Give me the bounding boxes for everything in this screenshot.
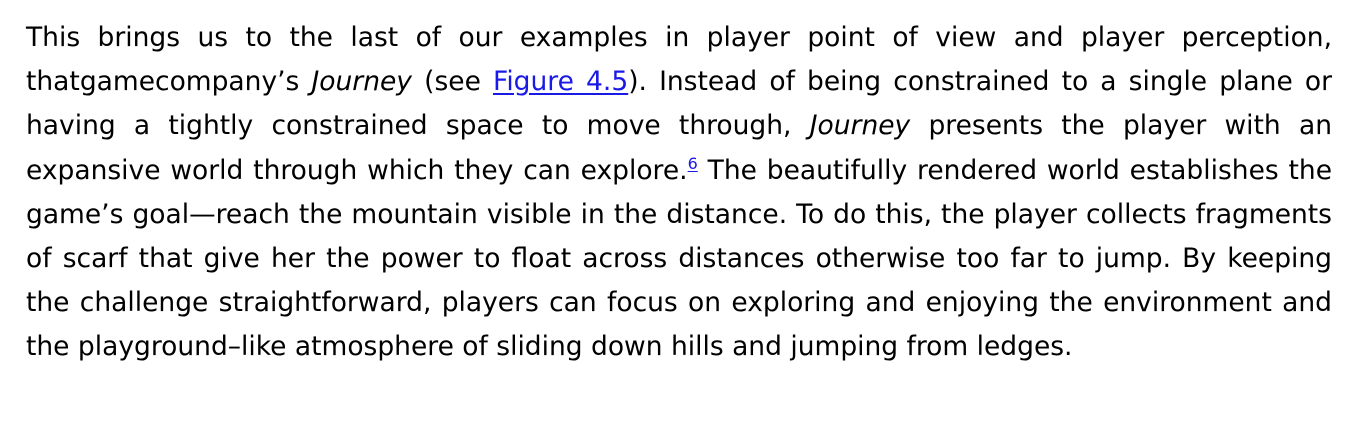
paragraph-text-segment-3: ). Instead of being constrained to a single plane or having a tightly constrained space to move through, [26, 66, 1332, 142]
paragraph-text-segment-2: (see [412, 66, 493, 98]
figure-cross-reference-link[interactable]: Figure 4.5 [493, 66, 629, 98]
game-title-journey-2: Journey [809, 110, 911, 142]
game-title-journey-1: Journey [311, 66, 412, 98]
body-paragraph [26, 16, 1332, 370]
footnote-reference-link[interactable]: 6 [687, 153, 698, 173]
paragraph-text-segment-1: This brings us to the last of our examples in player point of view and player perception, thatgamecompany’s [26, 22, 1332, 98]
paragraph-text-segment-5: The beautifully rendered world establishes the game’s goal—reach the mountain visible in the distance. To do this, the player collects fragments of scarf that give her the power to float across distances otherwise too far to jump. By keeping the challenge straightforward, players can focus on exploring and enjoying the environment and the playground–like atmosphere of sliding down hills and jumping from ledges. [26, 154, 1333, 363]
paragraph-text-segment-4: presents the player with an expansive world through which they can explore. [26, 110, 1332, 186]
